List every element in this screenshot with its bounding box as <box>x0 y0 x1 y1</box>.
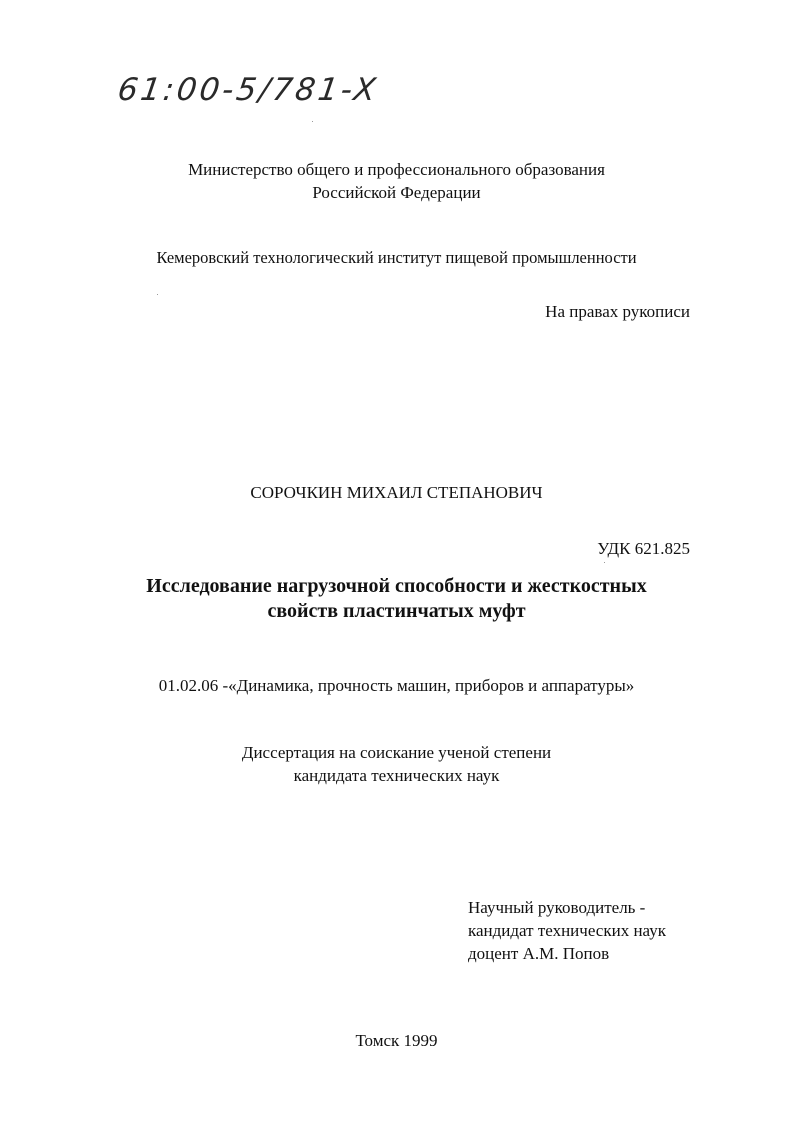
manuscript-rights: На правах рукописи <box>545 302 690 321</box>
scan-speck <box>157 294 158 295</box>
scan-speck <box>312 121 313 122</box>
place-year: Томск 1999 <box>355 1031 438 1050</box>
specialty: 01.02.06 -«Динамика, прочность машин, приборов и аппаратуры» <box>158 676 635 695</box>
handwritten-inventory-number: 61:00-5/781-X <box>115 72 381 108</box>
ministry-line-1: Министерство общего и профессионального образования <box>188 160 605 179</box>
ministry-line-2: Российской Федерации <box>312 183 481 202</box>
supervisor-line-1: Научный руководитель - <box>468 898 646 917</box>
author-name: СОРОЧКИН МИХАИЛ СТЕПАНОВИЧ <box>250 483 543 502</box>
supervisor-line-3: доцент А.М. Попов <box>468 944 610 963</box>
supervisor-line-2: кандидат технических наук <box>468 921 666 940</box>
institute-name: Кемеровский технологический институт пищевой промышленности <box>156 248 637 267</box>
dissertation-title-line-2: свойств пластинчатых муфт <box>267 600 526 622</box>
degree-line-2: кандидата технических наук <box>293 766 500 785</box>
udc-code: УДК 621.825 <box>597 539 690 558</box>
dissertation-title-line-1: Исследование нагрузочной способности и жесткостных <box>146 575 647 597</box>
scan-speck <box>604 562 605 563</box>
degree-line-1: Диссертация на соискание ученой степени <box>241 743 552 762</box>
